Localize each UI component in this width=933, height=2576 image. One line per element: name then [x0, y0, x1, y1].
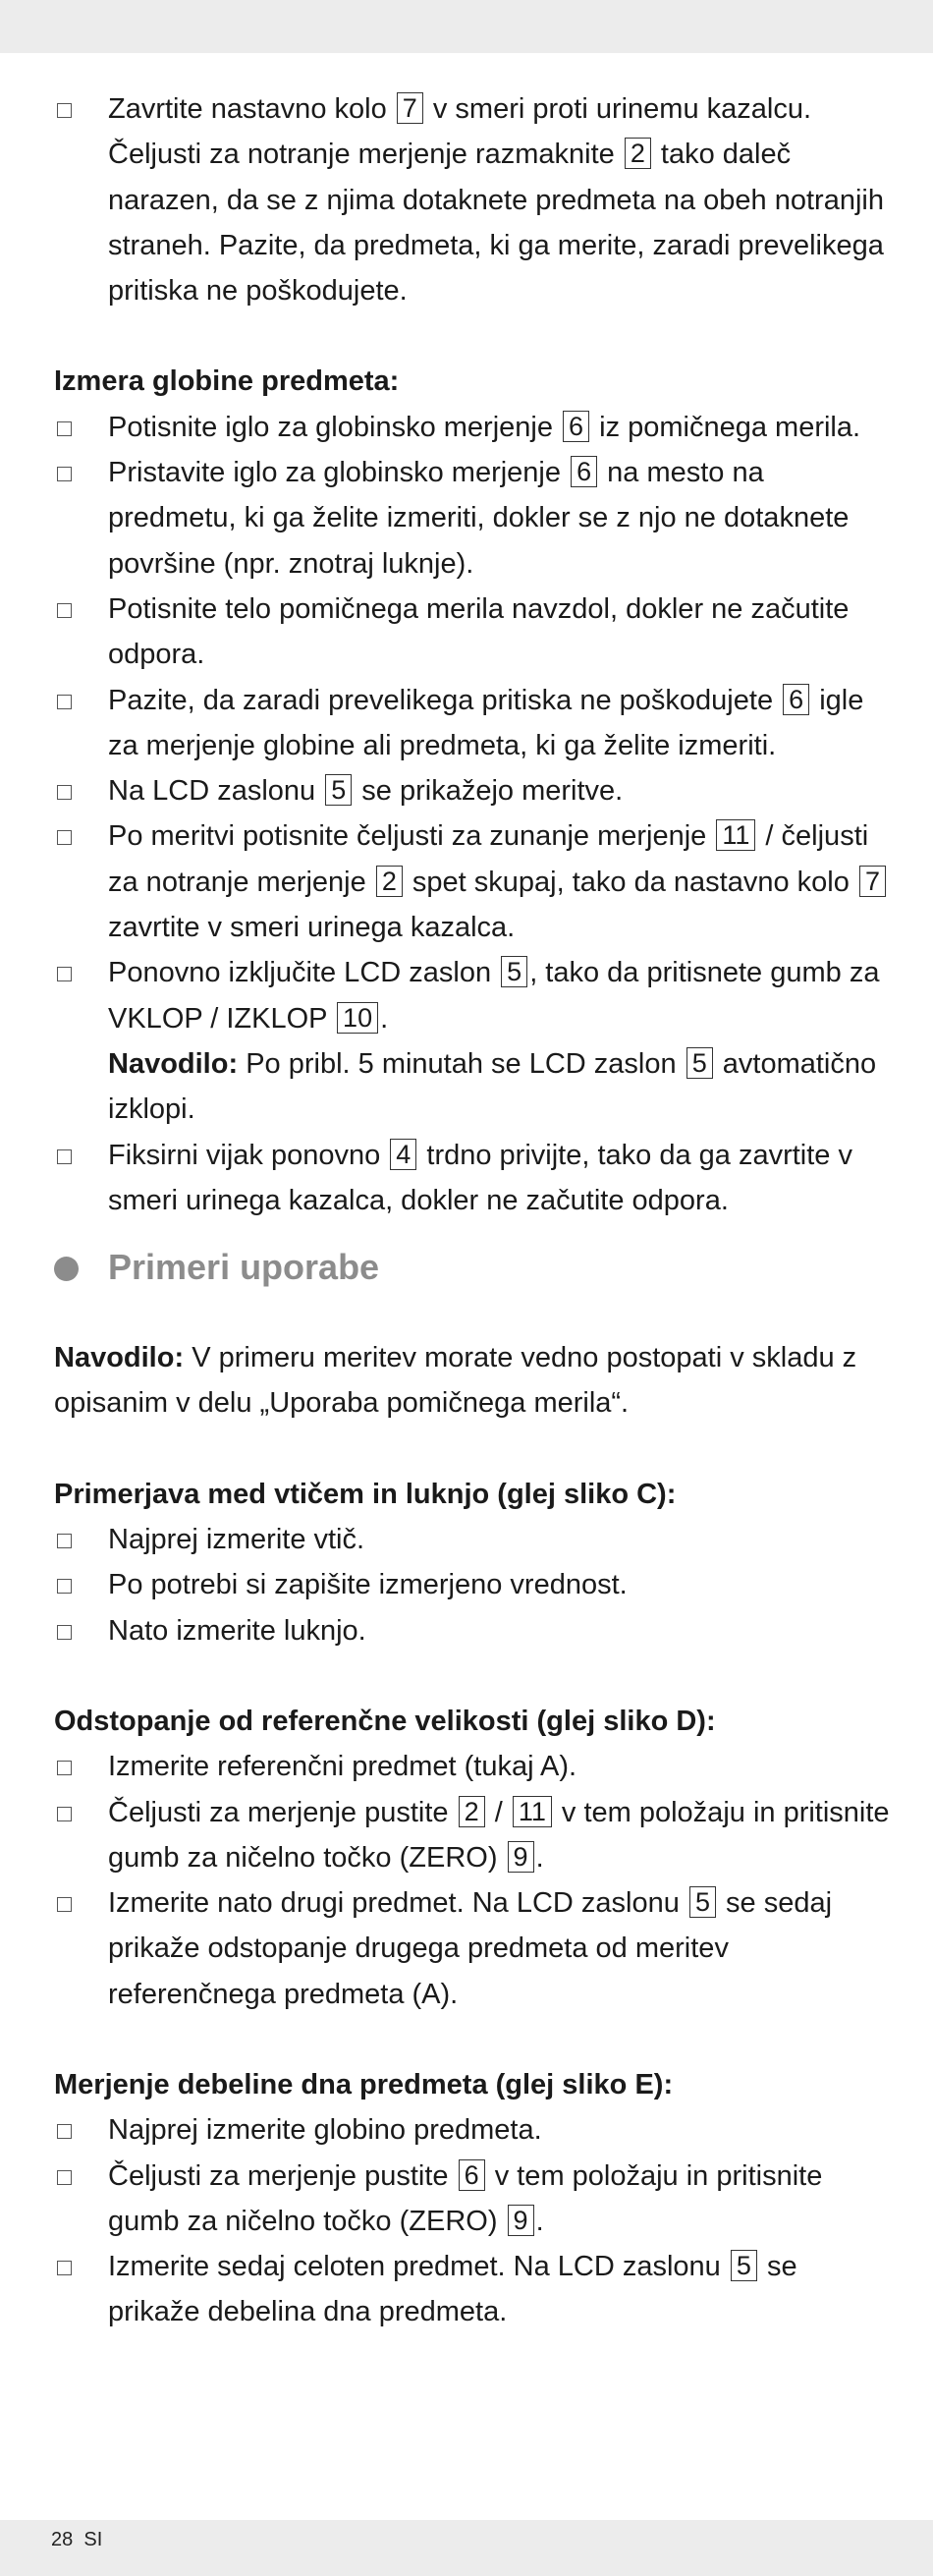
- list-item: Pristavite iglo za globinsko merjenje 6 na mesto na predmetu, ki ga želite izmeriti, dokler se z njo ne dotaknete površine (npr. znotraj luknje).: [54, 450, 894, 587]
- reference-number: 4: [390, 1139, 416, 1170]
- bullet-dot-icon: [54, 1257, 79, 1281]
- deviation-list: [54, 1744, 894, 2017]
- checkbox-icon: [57, 2170, 72, 2185]
- checkbox-icon: [57, 785, 72, 800]
- reference-number: 9: [508, 2205, 534, 2236]
- list-item: Na LCD zaslonu 5 se prikažejo meritve.: [54, 768, 894, 813]
- checkbox-icon: [57, 2124, 72, 2139]
- list-item: Najprej izmerite globino predmeta.: [54, 2107, 894, 2153]
- list-item: Čeljusti za merjenje pustite 6 v tem položaju in pritisnite gumb za ničelno točko (ZERO) 9 .: [54, 2154, 894, 2245]
- checkbox-icon: [57, 695, 72, 709]
- checkbox-icon: [57, 1534, 72, 1548]
- reference-number: 7: [859, 866, 886, 897]
- reference-number: 6: [783, 684, 809, 715]
- depth-list: [54, 405, 894, 1041]
- reference-number: 11: [513, 1796, 552, 1827]
- checkbox-icon: [57, 1807, 72, 1821]
- list-item: Zavrtite nastavno kolo 7 v smeri proti urinemu kazalcu. Čeljusti za notranje merjenje razmaknite 2 tako daleč narazen, da se z njima dotaknete predmeta na obeh notranjih straneh. Pazite, da predmeta, ki ga merite, zaradi prevelikega pritiska ne poškodujete.: [54, 86, 894, 313]
- page-number: 28 SI: [51, 2529, 103, 2550]
- checkbox-icon: [57, 1761, 72, 1775]
- checkbox-icon: [57, 1149, 72, 1164]
- checkbox-icon: [57, 830, 72, 845]
- reference-number: 6: [459, 2159, 485, 2191]
- reference-number: 9: [508, 1841, 534, 1873]
- checkbox-icon: [57, 1579, 72, 1594]
- reference-number: 2: [625, 138, 651, 169]
- depth-note: Navodilo: Po pribl. 5 minutah se LCD zaslon 5 avtomatično izklopi.: [108, 1047, 877, 1126]
- checkbox-icon: [57, 1897, 72, 1912]
- list-item: Nato izmerite luknjo.: [54, 1608, 894, 1653]
- list-item: Potisnite iglo za globinsko merjenje 6 iz pomičnega merila.: [54, 405, 894, 450]
- thickness-heading: Merjenje debeline dna predmeta (glej sliko E):: [54, 2068, 674, 2100]
- list-item: Ponovno izključite LCD zaslon 5 , tako da pritisnete gumb za VKLOP / IZKLOP 10 .: [54, 950, 894, 1041]
- page-content: [54, 86, 894, 2335]
- list-item: Po meritvi potisnite čeljusti za zunanje merjenje 11 / čeljusti za notranje merjenje 2 spet skupaj, tako da nastavno kolo 7 zavrtite v smeri urinega kazalca.: [54, 813, 894, 950]
- note-label: Navodilo:: [108, 1047, 239, 1080]
- reference-number: 5: [325, 774, 352, 806]
- note-label: Navodilo:: [54, 1342, 185, 1374]
- reference-number: 2: [376, 866, 403, 897]
- list-item: Pazite, da zaradi prevelikega pritiska ne poškodujete 6 igle za merjenje globine ali predmeta, ki ga želite izmeriti.: [54, 678, 894, 769]
- checkbox-icon: [57, 2261, 72, 2275]
- checkbox-icon: [57, 967, 72, 981]
- header-bar: [0, 0, 933, 53]
- reference-number: 5: [686, 1047, 713, 1079]
- list-item: Čeljusti za merjenje pustite 2 / 11 v tem položaju in pritisnite gumb za ničelno točko (ZERO) 9 .: [54, 1790, 894, 1881]
- reference-number: 5: [501, 956, 527, 987]
- reference-number: 2: [459, 1796, 485, 1827]
- checkbox-icon: [57, 467, 72, 481]
- examples-note: Navodilo: V primeru meritev morate vedno postopati v skladu z opisanim v delu „Uporaba pomičnega merila“.: [54, 1342, 857, 1420]
- footer-bar: [0, 2520, 933, 2576]
- section-title: Primeri uporabe: [54, 1245, 894, 1290]
- compare-list: [54, 1517, 894, 1653]
- deviation-heading: Odstopanje od referenčne velikosti (glej sliko D):: [54, 1705, 716, 1737]
- list-item: Fiksirni vijak ponovno 4 trdno privijte, tako da ga zavrtite v smeri urinega kazalca, dokler ne začutite odpora.: [54, 1133, 894, 1224]
- reference-number: 10: [337, 1002, 378, 1034]
- list-item: Izmerite referenčni predmet (tukaj A).: [54, 1744, 894, 1789]
- thickness-list: [54, 2107, 894, 2334]
- list-item: Po potrebi si zapišite izmerjeno vrednost.: [54, 1562, 894, 1607]
- reference-number: 6: [563, 411, 589, 442]
- checkbox-icon: [57, 1625, 72, 1640]
- reference-number: 7: [397, 92, 423, 124]
- checkbox-icon: [57, 103, 72, 118]
- list-item: Izmerite sedaj celoten predmet. Na LCD zaslonu 5 se prikaže debelina dna predmeta.: [54, 2244, 894, 2335]
- depth-heading: Izmera globine predmeta:: [54, 365, 400, 398]
- reference-number: 5: [689, 1886, 716, 1918]
- intro-list: [54, 86, 894, 313]
- reference-number: 11: [716, 819, 755, 851]
- reference-number: 5: [731, 2250, 757, 2281]
- list-item: Potisnite telo pomičnega merila navzdol, dokler ne začutite odpora.: [54, 587, 894, 678]
- list-item: Izmerite nato drugi predmet. Na LCD zaslonu 5 se sedaj prikaže odstopanje drugega predmeta od meritev referenčnega predmeta (A).: [54, 1880, 894, 2017]
- checkbox-icon: [57, 603, 72, 618]
- reference-number: 6: [571, 456, 597, 487]
- checkbox-icon: [57, 421, 72, 436]
- compare-heading: Primerjava med vtičem in luknjo (glej sliko C):: [54, 1478, 677, 1510]
- list-item: Najprej izmerite vtič.: [54, 1517, 894, 1562]
